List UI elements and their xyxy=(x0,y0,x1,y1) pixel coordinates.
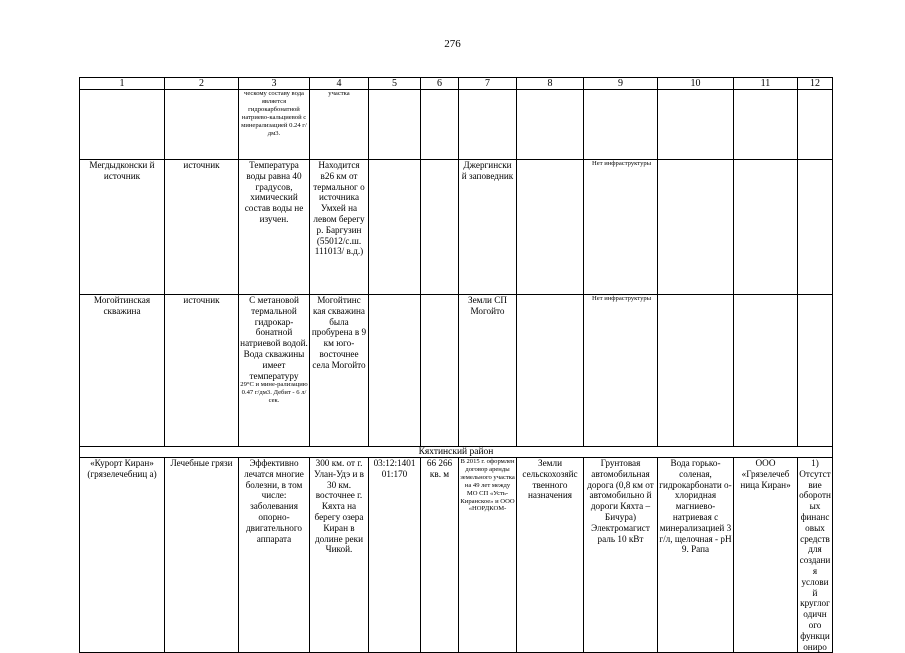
object-name-cell: Могойтинская скважина xyxy=(80,295,165,447)
table-cell xyxy=(734,160,798,295)
problems-cell: 1) Отсутствие оборотных финансовых средств для создания условий круглогодичн ого функциониро xyxy=(799,458,831,652)
cadastral-cell: 03:12:1401 01:170 xyxy=(369,458,421,653)
area-cell: 66 266 кв. м xyxy=(421,458,459,653)
column-number: 10 xyxy=(658,78,734,90)
location-cell: Могойтинс кая скважина была пробурена в 9 км юго-восточнее села Могойто xyxy=(310,295,369,447)
land-status-cell: В 2015 г. оформлен договор аренды земельного участка на 49 лет между МО СП «Усть-Киранское» и ООО «НОРДКОМ- xyxy=(459,458,517,653)
table-cell xyxy=(658,90,734,160)
resources-table xyxy=(79,77,833,653)
area-cell xyxy=(421,160,459,295)
description-main: С метановой термальной гидрокар-бонатной натриевой водой. Вода скважины имеет температуру xyxy=(240,295,308,381)
infrastructure-cell: Нет инфраструктуры xyxy=(584,160,658,295)
object-name-cell: Мегдыдконски й источник xyxy=(80,160,165,295)
object-type-cell: источник xyxy=(165,295,239,447)
table-cell xyxy=(165,90,239,160)
continuation-row xyxy=(80,90,833,160)
table-cell xyxy=(734,295,798,447)
table-cell xyxy=(421,90,459,160)
land-category-cell xyxy=(517,160,584,295)
column-numbers-row xyxy=(80,78,833,90)
resource-characteristics-cell: Вода горько-соленая, гидрокарбонати о-хлоридная магниево-натриевая с минерализацией 3 г/л, щелочная - рН 9. Рапа xyxy=(658,458,734,653)
table-row xyxy=(80,458,833,653)
column-number: 9 xyxy=(584,78,658,90)
column-number: 7 xyxy=(459,78,517,90)
table-cell xyxy=(658,295,734,447)
region-header-row xyxy=(80,447,833,458)
description-cell xyxy=(239,295,310,447)
table-row xyxy=(80,295,833,447)
description-cell: Температура воды равна 40 градусов, химический состав воды не изучен. xyxy=(239,160,310,295)
area-cell xyxy=(421,295,459,447)
column-number: 12 xyxy=(798,78,833,90)
composition-cell: ческому составу вода является гидрокарбонатной натриево-кальциевой с минерализацией 0.24 г/дм3. xyxy=(239,90,310,160)
table-cell xyxy=(517,90,584,160)
table-cell xyxy=(369,90,421,160)
table-row xyxy=(80,160,833,295)
cadastral-cell xyxy=(369,160,421,295)
land-status-cell: Джергински й заповедник xyxy=(459,160,517,295)
column-number: 8 xyxy=(517,78,584,90)
location-cell: Находится в26 км от термальног о источника Умхей на левом берегу р. Баргузин (55012/с.ш. 111013/ в.д.) xyxy=(310,160,369,295)
object-type-cell: источник xyxy=(165,160,239,295)
table-cell xyxy=(798,160,833,295)
land-category-cell: Земли сельскохозяйс твенного назначения xyxy=(517,458,584,653)
region-header: Кяхтинский район xyxy=(80,447,833,458)
object-type-cell: Лечебные грязи xyxy=(165,458,239,653)
column-number: 3 xyxy=(239,78,310,90)
land-status-cell: Земли СП Могойто xyxy=(459,295,517,447)
infrastructure-cell: Грунтовая автомобильная дорога (0,8 км от автомобильно й дороги Кяхта – Бичура) Электромагист раль 10 кВт xyxy=(584,458,658,653)
table-cell xyxy=(459,90,517,160)
column-number: 6 xyxy=(421,78,459,90)
column-number: 5 xyxy=(369,78,421,90)
table-cell xyxy=(658,160,734,295)
cadastral-cell xyxy=(369,295,421,447)
table-cell xyxy=(584,90,658,160)
table-cell xyxy=(80,90,165,160)
column-number: 1 xyxy=(80,78,165,90)
land-category-cell xyxy=(517,295,584,447)
description-cell: Эффективно лечатся многие болезни, в том числе: заболевания опорно-двигательного аппарата xyxy=(239,458,310,653)
column-number: 2 xyxy=(165,78,239,90)
table-cell xyxy=(798,90,833,160)
infrastructure-cell: Нет инфраструктуры xyxy=(584,295,658,447)
object-name-cell: «Курорт Киран» (грязелечебниц а) xyxy=(80,458,165,653)
table-cell xyxy=(734,90,798,160)
page-number: 276 xyxy=(444,38,461,50)
location-cell: участка xyxy=(310,90,369,160)
column-number: 4 xyxy=(310,78,369,90)
owner-cell: ООО «Грязелечеб ница Киран» xyxy=(734,458,798,653)
description-small: 29°С и мине-рализацию 0.47 г/дм3. Дебит - 6 л/сек. xyxy=(240,381,308,405)
column-number: 11 xyxy=(734,78,798,90)
location-cell: 300 км. от г. Улан-Удэ и в 30 км. восточнее г. Кяхта на берегу озера Киран в долине реки Чикой. xyxy=(310,458,369,653)
table-cell xyxy=(798,295,833,447)
